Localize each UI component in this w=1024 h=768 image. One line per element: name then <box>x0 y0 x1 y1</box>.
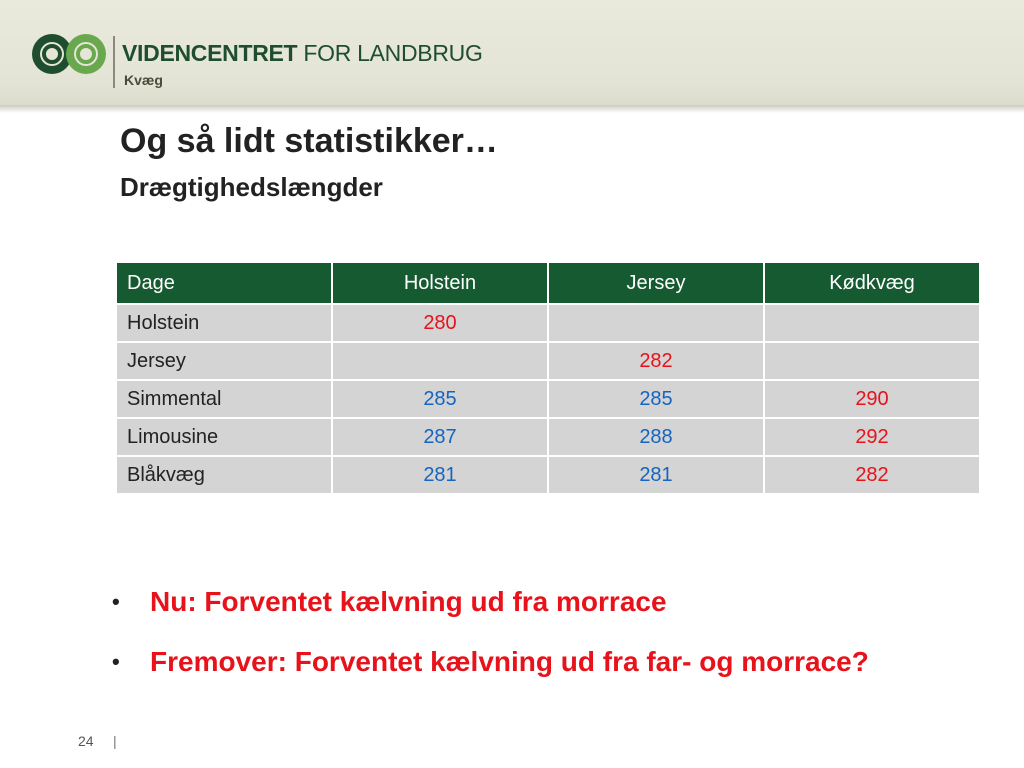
row-label: Limousine <box>116 418 332 456</box>
table-cell: 281 <box>548 456 764 494</box>
table-row <box>116 342 980 380</box>
bullet-list <box>112 580 869 700</box>
header-shadow <box>0 105 1024 113</box>
table-header-cell: Dage <box>116 262 332 304</box>
table-row <box>116 456 980 494</box>
table-cell <box>332 342 548 380</box>
logo-divider <box>113 36 115 88</box>
footer-separator: | <box>113 733 117 749</box>
table-header-cell: Kødkvæg <box>764 262 980 304</box>
brand-name-bold: VIDENCENTRET <box>122 40 298 66</box>
brand-name-rest: FOR LANDBRUG <box>297 40 483 66</box>
table-header-cell: Jersey <box>548 262 764 304</box>
table-cell <box>764 342 980 380</box>
bullet-text: Fremover: Forventet kælvning ud fra far- og morrace? <box>150 646 869 677</box>
bullet-item <box>112 580 869 640</box>
bullet-icon: • <box>112 589 120 614</box>
organization-logo-icon <box>30 30 112 78</box>
row-label: Blåkvæg <box>116 456 332 494</box>
row-label: Holstein <box>116 304 332 342</box>
row-label: Jersey <box>116 342 332 380</box>
bullet-text: Nu: Forventet kælvning ud fra morrace <box>150 586 667 617</box>
gestation-table <box>115 261 981 495</box>
table-cell: 281 <box>332 456 548 494</box>
table-row <box>116 304 980 342</box>
table-row <box>116 418 980 456</box>
table-header-row <box>116 262 980 304</box>
table-cell: 285 <box>548 380 764 418</box>
page-number: 24 <box>78 733 94 749</box>
table-cell <box>548 304 764 342</box>
brand-subtitle: Kvæg <box>124 72 163 88</box>
brand-name <box>122 40 483 67</box>
table-cell: 292 <box>764 418 980 456</box>
table-cell: 287 <box>332 418 548 456</box>
table-cell: 282 <box>548 342 764 380</box>
row-label: Simmental <box>116 380 332 418</box>
table-cell: 282 <box>764 456 980 494</box>
table-cell: 290 <box>764 380 980 418</box>
table-cell: 280 <box>332 304 548 342</box>
table-row <box>116 380 980 418</box>
table-cell: 285 <box>332 380 548 418</box>
table-cell <box>764 304 980 342</box>
slide-title: Og så lidt statistikker… <box>120 122 498 160</box>
table-cell: 288 <box>548 418 764 456</box>
bullet-icon: • <box>112 649 120 674</box>
table-header-cell: Holstein <box>332 262 548 304</box>
bullet-item <box>112 640 869 700</box>
slide-subtitle: Drægtighedslængder <box>120 172 383 202</box>
